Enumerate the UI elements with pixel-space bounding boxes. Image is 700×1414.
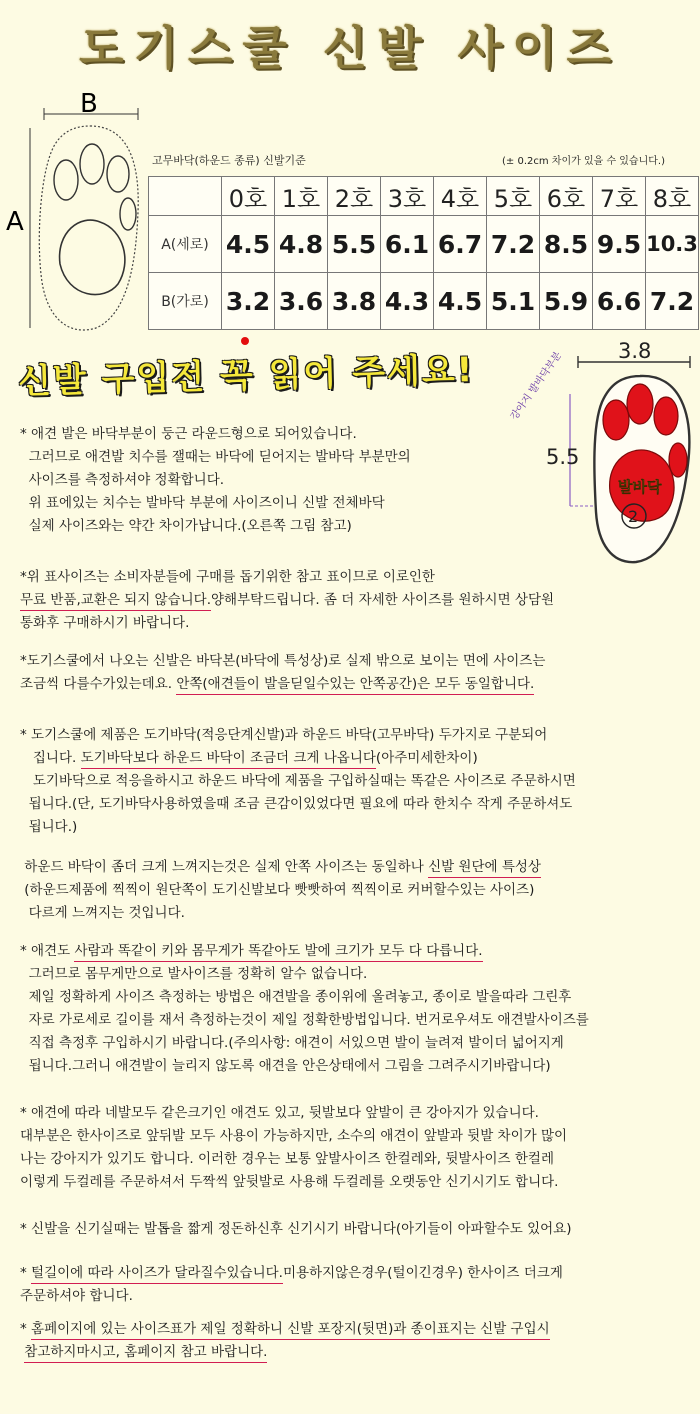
table-cell: 5.5	[328, 216, 381, 273]
paragraph-line	[20, 673, 545, 696]
table-cell: 4.5	[434, 273, 487, 330]
text-segment: * 신발을 신기실때는 발톱을 짧게 정돈하신후 신기시기 바랍니다(아기들이 아파할수도 있어요)	[20, 1221, 572, 1237]
text-segment: *	[20, 1321, 32, 1337]
dimension-a-label: A	[6, 207, 24, 237]
paragraph-line	[20, 940, 589, 963]
table-cell: 7.2	[646, 273, 699, 330]
text-segment: 이렇게 두컬레를 주문하셔서 두짝씩 앞뒷발로 사용해 두컬레를 오랫동안 신기시기도 합니다.	[20, 1174, 559, 1190]
text-segment: 위 표에있는 치수는 발바닥 부분에 사이즈이니 신발 전체바닥	[20, 495, 385, 511]
paragraph-homepage-reference	[20, 1318, 550, 1364]
table-cell: 3.8	[328, 273, 381, 330]
paragraph-measure-method	[20, 940, 589, 1078]
text-segment: (아주미세한차이)	[375, 750, 478, 766]
paragraph-line	[20, 1285, 563, 1308]
paragraph-line	[20, 589, 554, 612]
paragraph-line	[20, 423, 411, 446]
table-row-length	[149, 216, 699, 273]
text-segment: 조금씩 다를수가있는데요.	[20, 676, 177, 692]
text-segment: * 도기스쿨에 제품은 도기바닥(적응단계신발)과 하운드 바닥(고무바닥) 두가지로 구분되어	[20, 727, 548, 743]
page-title: 도기스쿨 신발 사이즈	[79, 21, 621, 75]
paragraph-line	[20, 1102, 567, 1125]
text-segment: *	[20, 1265, 32, 1281]
paragraph-line	[20, 1171, 567, 1194]
table-cell: 9.5	[593, 216, 646, 273]
paragraph-line	[20, 1318, 550, 1341]
text-segment: 하운드 바닥이 좀더 크게 느껴지는것은 실제 안쪽 사이즈는 동일하나	[20, 859, 429, 875]
size-header: 0호	[222, 177, 275, 216]
underlined-emphasis: 사람과 똑같이 키와 몸무게가 똑같아도 발에 크기가 모두 다 다릅니다.	[74, 943, 482, 962]
text-segment: (하운드제품에 찍찍이 원단쪽이 도기신발보다 빳빳하여 찍찍이로 커버할수있는 사이즈)	[20, 882, 535, 898]
paragraph-line	[20, 724, 576, 747]
sole-label: 발바닥	[618, 478, 662, 496]
underlined-emphasis: 신발 원단에 특성상	[428, 859, 541, 878]
table-cell: 3.2	[222, 273, 275, 330]
paw-outline-diagram	[0, 89, 150, 342]
paragraph-round-sole	[20, 423, 411, 538]
underlined-emphasis: 홈페이지에 있는 사이즈표가 제일 정확하니 신발 포장지(뒷면)과 종이표지는 신발 구입시	[31, 1321, 550, 1340]
paragraph-line	[20, 1218, 571, 1241]
size-header: 3호	[381, 177, 434, 216]
text-segment: 나는 강아지가 있기도 합니다. 이러한 경우는 보통 앞발사이즈 한컬레와, 뒷발사이즈 한컬레	[20, 1151, 555, 1167]
size-table	[148, 176, 699, 330]
table-cell: 5.9	[540, 273, 593, 330]
table-cell: 3.6	[275, 273, 328, 330]
paragraph-line	[20, 879, 541, 902]
paragraph-hound-feel	[20, 856, 541, 925]
paragraph-line	[20, 902, 541, 925]
text-segment: 직접 측정후 구입하시기 바랍니다.(주의사항: 애견이 서있으면 발이 늘려져 발이더 넓어지게	[20, 1035, 564, 1051]
text-segment: 실제 사이즈와는 약간 차이가납니다.(오른쪽 그림 참고)	[20, 518, 352, 534]
paragraph-line	[20, 492, 411, 515]
text-segment: 도기바닥으로 적응을하시고 하운드 바닥에 제품을 구입하실때는 똑같은 사이즈로 주문하시면	[20, 773, 576, 789]
paragraph-line	[20, 986, 589, 1009]
text-segment: 주문하셔야 합니다.	[20, 1288, 133, 1304]
text-segment: 됩니다.)	[20, 819, 78, 835]
table-cell: 8.5	[540, 216, 593, 273]
text-segment: 양해부탁드립니다. 좀 더 자세한 사이즈를 원하시면 상담원	[211, 592, 555, 608]
text-segment: 다르게 느껴지는 것입니다.	[20, 905, 185, 921]
paragraph-fur-length	[20, 1262, 563, 1308]
size-header: 6호	[540, 177, 593, 216]
text-segment: 사이즈를 측정하셔야 정확합니다.	[20, 472, 225, 488]
text-segment: 그러므로 몸무게만으로 발사이즈를 정확히 알수 없습니다.	[20, 966, 368, 982]
size-header: 4호	[434, 177, 487, 216]
paragraph-line	[20, 446, 411, 469]
paragraph-line	[20, 612, 554, 635]
paragraph-line	[20, 515, 411, 538]
row-label: B(가로)	[149, 273, 222, 330]
paragraph-line	[20, 650, 545, 673]
table-cell: 6.6	[593, 273, 646, 330]
paragraph-line	[20, 1262, 563, 1285]
size-number: 2	[628, 507, 639, 526]
paragraph-inner-size	[20, 650, 545, 696]
text-segment: 대부분은 한사이즈로 앞뒤발 모두 사용이 가능하지만, 소수의 애견이 앞발과 뒷발 차이가 많이	[20, 1128, 568, 1144]
height-value: 5.5	[546, 445, 580, 469]
paragraph-front-back-feet	[20, 1102, 567, 1194]
table-tolerance-note: (± 0.2cm 차이가 있을 수 있습니다.)	[502, 156, 665, 167]
text-segment: *도기스쿨에서 나오는 신발은 바닥본(바닥에 특성상)로 실제 밖으로 보이는 면에 사이즈는	[20, 653, 546, 669]
table-cell: 4.3	[381, 273, 434, 330]
emphasis-dot	[241, 337, 249, 345]
paragraph-line	[20, 770, 576, 793]
paragraph-line	[20, 1125, 567, 1148]
table-cell: 4.8	[275, 216, 328, 273]
size-header: 5호	[487, 177, 540, 216]
paragraph-line	[20, 1009, 589, 1032]
size-header: 1호	[275, 177, 328, 216]
paragraph-line	[20, 1055, 589, 1078]
text-segment: 미용하지않은경우(털이긴경우) 한사이즈 더크게	[282, 1265, 563, 1281]
paragraph-line	[20, 856, 541, 879]
table-cell: 10.3	[646, 216, 699, 273]
table-cell: 6.1	[381, 216, 434, 273]
paragraph-line	[20, 469, 411, 492]
table-row-width	[149, 273, 699, 330]
underlined-emphasis: 안쪽(애견들이 발을딛일수있는 안쪽공간)은 모두 동일합니다.	[176, 676, 534, 695]
side-note: 강아지 발바닥부분	[508, 350, 565, 423]
text-segment: 집니다.	[20, 750, 81, 766]
table-header-row	[149, 177, 699, 216]
paragraph-line	[20, 816, 576, 839]
text-segment: 자로 가로세로 길이를 재서 측정하는것이 제일 정확한방법입니다. 번거로우셔도 애견발사이즈를	[20, 1012, 589, 1028]
paragraph-line	[20, 963, 589, 986]
paragraph-nail-trim	[20, 1218, 571, 1241]
underlined-emphasis: 털길이에 따라 사이즈가 달라질수있습니다.	[31, 1265, 283, 1284]
sole-size-illustration	[508, 336, 700, 572]
paragraph-sole-types	[20, 724, 576, 839]
table-cell: 4.5	[222, 216, 275, 273]
paragraph-line	[20, 793, 576, 816]
paragraph-line	[20, 1032, 589, 1055]
table-cell: 7.2	[487, 216, 540, 273]
paragraph-no-refund	[20, 566, 554, 635]
text-segment: 됩니다.그러니 애견발이 늘리지 않도록 애견을 안은상태에서 그림을 그려주시기바랍니다)	[20, 1058, 551, 1074]
underlined-emphasis: 무료 반품,교환은 되지 않습니다.	[20, 592, 211, 611]
warning-heading: 신발 구입전 꼭 읽어 주세요!	[17, 350, 475, 402]
paragraph-line	[20, 566, 554, 589]
text-segment: * 애견 발은 바닥부분이 둥근 라운드형으로 되어있습니다.	[20, 426, 357, 442]
paragraph-line	[20, 1341, 550, 1364]
table-cell: 5.1	[487, 273, 540, 330]
underlined-emphasis: 참고하지마시고, 홈페이지 참고 바랍니다.	[24, 1344, 267, 1363]
paragraph-line	[20, 747, 576, 770]
width-value: 3.8	[618, 339, 652, 363]
text-segment: 제일 정확하게 사이즈 측정하는 방법은 애견발을 종이위에 올려놓고, 종이로 발을따라 그린후	[20, 989, 572, 1005]
dimension-b-label: B	[80, 89, 98, 119]
table-caption: 고무바닥(하운드 종류) 신발기준	[152, 154, 306, 167]
table-corner-cell	[149, 177, 222, 216]
text-segment: * 애견에 따라 네발모두 같은크기인 애견도 있고, 뒷발보다 앞발이 큰 강아지가 있습니다.	[20, 1105, 539, 1121]
underlined-emphasis: 도기바닥보다 하운드 바닥이 조금더 크게 나옵니다	[81, 750, 376, 769]
text-segment: * 애견도	[20, 943, 75, 959]
text-segment: 됩니다.(단, 도기바닥사용하였을때 조금 큰감이있었다면 필요에 따라 한치수 작게 주문하셔도	[20, 796, 573, 812]
text-segment: *위 표사이즈는 소비자분들에 구매를 돕기위한 참고 표이므로 이로인한	[20, 569, 435, 585]
row-label: A(세로)	[149, 216, 222, 273]
size-header: 7호	[593, 177, 646, 216]
size-header: 8호	[646, 177, 699, 216]
table-cell: 6.7	[434, 216, 487, 273]
size-header: 2호	[328, 177, 381, 216]
text-segment: 통화후 구매하시기 바랍니다.	[20, 615, 190, 631]
paragraph-line	[20, 1148, 567, 1171]
text-segment: 그러므로 애견발 치수를 잴때는 바닥에 딛어지는 발바닥 부분만의	[20, 449, 411, 465]
